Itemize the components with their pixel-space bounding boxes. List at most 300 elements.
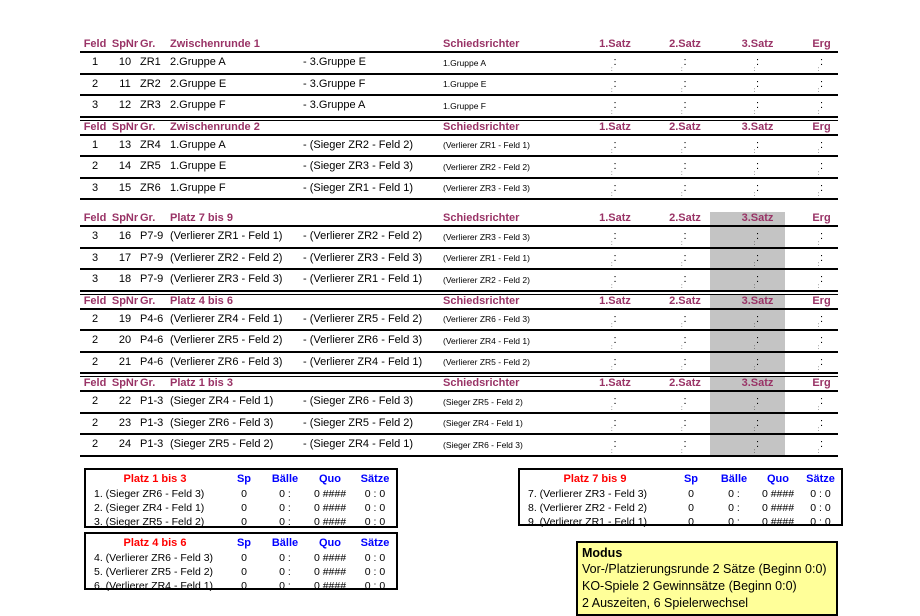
score-colon: : — [755, 312, 760, 325]
gr-value: P7-9 — [140, 251, 164, 264]
match-row — [80, 227, 838, 249]
saetze-value: 0 : 0 — [810, 516, 831, 528]
score-colon-small: : — [681, 323, 683, 329]
score-colon-small: : — [611, 66, 613, 73]
section-platz-1-bis-3 — [80, 376, 838, 457]
referee: (Sieger ZR4 - Feld 1) — [443, 418, 523, 428]
erg-cell — [785, 53, 838, 73]
gr-value: P7-9 — [140, 273, 164, 286]
score-colon-small: : — [817, 262, 820, 268]
standings-row — [86, 579, 396, 593]
rank-label: 7. (Verlierer ZR3 - Feld 3) — [528, 488, 648, 500]
satz3-cell — [710, 414, 785, 434]
away-team: - (Verlierer ZR5 - Feld 2) — [303, 312, 423, 325]
score-colon-small: : — [817, 109, 820, 116]
score-colon-small: : — [681, 66, 683, 73]
gr-value: P4-6 — [140, 355, 164, 368]
baelle-value: 0 : — [728, 502, 740, 514]
home-team: (Verlierer ZR4 - Feld 1) — [170, 312, 283, 325]
baelle-value: 0 : — [279, 566, 291, 578]
satz1-cell — [570, 270, 640, 290]
standings-row — [520, 487, 841, 501]
satz2-cell — [640, 392, 710, 412]
score-colon-small: : — [611, 262, 613, 268]
satz1-cell — [570, 227, 640, 247]
spnr-value: 24 — [118, 438, 132, 451]
baelle-value: 0 : — [728, 488, 740, 500]
score-colon-small: : — [681, 262, 683, 268]
referee: (Verlierer ZR5 - Feld 2) — [443, 357, 530, 367]
satz1-cell — [570, 75, 640, 95]
score-colon-small: : — [753, 283, 756, 290]
score-colon: : — [683, 312, 687, 325]
standings-title: Platz 7 bis 9 — [563, 473, 627, 485]
away-team: - 3.Gruppe E — [303, 56, 366, 69]
gr-value: ZR4 — [140, 138, 161, 151]
rank-label: 5. (Verlierer ZR5 - Feld 2) — [94, 566, 214, 578]
feld-value: 2 — [91, 77, 99, 90]
spnr-value: 14 — [118, 160, 132, 173]
satz1-cell — [570, 179, 640, 199]
satz1-cell — [570, 414, 640, 434]
match-row — [80, 157, 838, 179]
satz1-cell — [570, 392, 640, 412]
standings-row — [86, 551, 396, 565]
col-header-gr: Gr. — [140, 294, 156, 307]
col-header-erg: Erg — [812, 212, 831, 224]
score-colon: : — [613, 334, 617, 347]
away-team: - (Sieger ZR6 - Feld 3) — [303, 395, 414, 408]
quo-value: 0 #### — [313, 502, 347, 514]
col-header-satz3: 3.Satz — [741, 38, 774, 50]
baelle-value: 0 : — [279, 552, 291, 564]
home-team: (Verlierer ZR1 - Feld 1) — [170, 230, 283, 243]
spnr-value: 15 — [118, 181, 132, 194]
home-team: 1.Gruppe F — [170, 181, 226, 194]
feld-value: 3 — [91, 273, 99, 286]
modus-box — [576, 541, 838, 616]
score-colon: : — [613, 251, 617, 264]
satz2-cell — [640, 157, 710, 177]
score-colon-small: : — [753, 149, 756, 155]
score-colon: : — [613, 160, 617, 173]
referee: 1.Gruppe E — [443, 79, 487, 89]
col-header-baelle: Bälle — [720, 473, 748, 485]
sp-value: 0 — [688, 488, 694, 500]
gr-value: ZR6 — [140, 181, 161, 194]
col-header-satz2: 2.Satz — [669, 212, 701, 224]
col-header-satz3: 3.Satz — [710, 212, 785, 225]
score-colon-small: : — [817, 448, 820, 455]
col-header-satz1: 1.Satz — [599, 294, 631, 307]
score-colon: : — [755, 355, 760, 368]
satz1-cell — [570, 249, 640, 269]
saetze-value: 0 : 0 — [364, 580, 386, 592]
away-team: - 3.Gruppe A — [303, 99, 366, 112]
score-colon-small: : — [753, 240, 756, 247]
satz3-cell — [710, 435, 785, 455]
col-header-saetze: Sätze — [360, 537, 390, 549]
score-colon: : — [683, 181, 687, 194]
rank-label: 6. (Verlierer ZR4 - Feld 1) — [94, 580, 214, 592]
away-team: - (Sieger ZR2 - Feld 2) — [303, 138, 414, 151]
sp-value: 0 — [241, 502, 247, 514]
erg-cell — [785, 136, 838, 156]
score-colon: : — [819, 181, 824, 194]
satz2-cell — [640, 414, 710, 434]
quo-value: 0 #### — [761, 502, 795, 514]
col-header-gr: Gr. — [140, 377, 156, 389]
away-team: - (Verlierer ZR6 - Feld 3) — [303, 334, 423, 347]
standings-header-row — [520, 471, 841, 487]
score-colon-small: : — [817, 88, 820, 94]
col-header-erg: Erg — [812, 377, 831, 389]
referee: (Verlierer ZR1 - Feld 1) — [443, 253, 530, 263]
col-header-baelle: Bälle — [271, 473, 299, 485]
erg-cell — [785, 157, 838, 177]
score-colon: : — [613, 138, 617, 151]
section-title: Zwischenrunde 1 — [170, 38, 260, 50]
referee: (Verlierer ZR4 - Feld 1) — [443, 335, 530, 346]
section-header-row — [80, 38, 838, 53]
satz1-cell — [570, 310, 640, 330]
col-header-spnr: SpNr — [111, 212, 139, 224]
satz2-cell — [640, 353, 710, 373]
baelle-value: 0 : — [279, 580, 291, 592]
saetze-value: 0 : 0 — [364, 552, 386, 564]
score-colon-small: : — [681, 192, 683, 198]
quo-value: 0 #### — [761, 516, 795, 528]
satz2-cell — [640, 96, 710, 116]
spnr-value: 23 — [118, 416, 132, 429]
match-row — [80, 310, 838, 332]
spnr-value: 22 — [118, 395, 132, 408]
match-row — [80, 353, 838, 375]
score-colon: : — [819, 77, 824, 90]
section-title: Platz 7 bis 9 — [170, 212, 233, 224]
erg-cell — [785, 179, 838, 199]
score-colon: : — [755, 181, 760, 194]
standings-row — [520, 501, 841, 515]
standings-row — [520, 515, 841, 529]
score-colon-small: : — [753, 109, 756, 116]
match-row — [80, 249, 838, 271]
rank-label: 3. (Sieger ZR5 - Feld 2) — [94, 516, 205, 528]
home-team: (Verlierer ZR5 - Feld 2) — [170, 334, 283, 347]
feld-value: 1 — [91, 138, 99, 151]
score-colon-small: : — [753, 192, 756, 198]
col-header-gr: Gr. — [140, 38, 156, 50]
quo-value: 0 #### — [313, 580, 347, 592]
match-row — [80, 75, 838, 97]
score-colon-small: : — [681, 240, 683, 247]
col-header-spnr: SpNr — [111, 294, 139, 307]
score-colon: : — [755, 334, 760, 347]
satz2-cell — [640, 435, 710, 455]
col-header-quo: Quo — [319, 537, 341, 549]
gr-value: P1-3 — [140, 416, 164, 429]
spnr-value: 21 — [118, 355, 132, 368]
gr-value: ZR3 — [140, 99, 161, 112]
home-team: (Verlierer ZR6 - Feld 3) — [170, 355, 283, 368]
satz1-cell — [570, 331, 640, 351]
score-colon-small: : — [681, 448, 683, 455]
match-row — [80, 136, 838, 158]
score-colon: : — [683, 438, 687, 451]
standings-table-platz-7-9 — [518, 468, 843, 526]
col-header-quo: Quo — [319, 473, 341, 485]
quo-value: 0 #### — [313, 488, 347, 500]
score-colon-small: : — [681, 170, 683, 177]
satz1-cell — [570, 96, 640, 116]
referee: (Verlierer ZR1 - Feld 1) — [443, 140, 530, 150]
score-colon: : — [683, 138, 687, 151]
referee: (Verlierer ZR3 - Feld 3) — [443, 231, 530, 242]
score-colon-small: : — [753, 427, 756, 433]
erg-cell — [785, 270, 838, 290]
section-title: Platz 4 bis 6 — [170, 294, 233, 307]
referee: 1.Gruppe F — [443, 100, 486, 111]
col-header-spnr: SpNr — [111, 38, 139, 50]
section-title: Zwischenrunde 2 — [170, 120, 260, 133]
score-colon: : — [613, 230, 617, 243]
referee: (Verlierer ZR2 - Feld 2) — [443, 274, 530, 285]
score-colon-small: : — [611, 88, 613, 94]
feld-value: 3 — [91, 230, 99, 243]
satz3-cell — [710, 310, 785, 330]
score-colon: : — [613, 312, 617, 325]
match-row — [80, 179, 838, 201]
score-colon: : — [755, 273, 760, 286]
satz3-cell — [710, 392, 785, 412]
score-colon: : — [683, 251, 687, 264]
satz3-cell — [710, 249, 785, 269]
col-header-sp: Sp — [683, 473, 699, 485]
satz3-cell — [710, 96, 785, 116]
score-colon-small: : — [817, 323, 820, 329]
col-header-saetze: Sätze — [360, 473, 390, 485]
score-colon-small: : — [817, 366, 820, 372]
score-colon: : — [613, 355, 617, 368]
score-colon-small: : — [681, 366, 683, 372]
rank-label: 1. (Sieger ZR6 - Feld 3) — [94, 488, 205, 500]
col-header-spnr: SpNr — [111, 120, 139, 133]
score-colon: : — [755, 56, 760, 69]
home-team: (Verlierer ZR2 - Feld 2) — [170, 251, 283, 264]
match-row — [80, 53, 838, 75]
satz1-cell — [570, 157, 640, 177]
col-header-schiedsrichter: Schiedsrichter — [443, 120, 520, 133]
score-colon: : — [819, 251, 824, 264]
score-colon-small: : — [817, 283, 820, 290]
match-row — [80, 270, 838, 292]
standings-row — [86, 515, 396, 529]
score-colon-small: : — [753, 88, 756, 94]
score-colon-small: : — [611, 109, 613, 116]
col-header-feld: Feld — [83, 120, 107, 133]
score-colon-small: : — [817, 170, 820, 177]
away-team: - (Sieger ZR1 - Feld 1) — [303, 181, 414, 194]
score-colon-small: : — [611, 283, 613, 290]
satz1-cell — [570, 435, 640, 455]
score-colon: : — [755, 99, 760, 112]
score-colon: : — [683, 99, 687, 112]
score-colon: : — [819, 230, 824, 243]
rank-label: 2. (Sieger ZR4 - Feld 1) — [94, 502, 205, 514]
score-colon-small: : — [611, 323, 613, 329]
score-colon: : — [613, 416, 617, 429]
score-colon-small: : — [681, 109, 683, 116]
match-row — [80, 414, 838, 436]
score-colon-small: : — [611, 366, 613, 372]
score-colon: : — [683, 56, 687, 69]
score-colon: : — [683, 334, 687, 347]
score-colon-small: : — [753, 170, 756, 177]
section-zwischenrunde-1 — [80, 38, 838, 118]
score-colon: : — [819, 99, 824, 112]
score-colon: : — [613, 77, 617, 90]
match-row — [80, 435, 838, 457]
col-header-satz2: 2.Satz — [669, 294, 701, 307]
col-header-gr: Gr. — [140, 120, 156, 133]
col-header-sp: Sp — [236, 473, 252, 485]
col-header-schiedsrichter: Schiedsrichter — [443, 294, 520, 307]
away-team: - (Sieger ZR4 - Feld 1) — [303, 438, 414, 451]
col-header-satz2: 2.Satz — [669, 38, 701, 50]
col-header-spnr: SpNr — [111, 377, 139, 389]
gr-value: P1-3 — [140, 395, 164, 408]
score-colon: : — [755, 160, 760, 173]
referee: (Verlierer ZR2 - Feld 2) — [443, 161, 530, 172]
col-header-feld: Feld — [83, 38, 107, 50]
standings-row — [86, 501, 396, 515]
col-header-satz1: 1.Satz — [599, 120, 631, 133]
score-colon: : — [819, 438, 824, 451]
score-colon-small: : — [753, 323, 756, 329]
standings-row — [86, 487, 396, 501]
quo-value: 0 #### — [313, 566, 347, 578]
spnr-value: 16 — [118, 230, 132, 243]
quo-value: 0 #### — [313, 516, 347, 528]
section-platz-4-bis-6 — [80, 294, 838, 375]
score-colon-small: : — [817, 344, 820, 351]
score-colon-small: : — [753, 448, 756, 455]
score-colon: : — [683, 273, 687, 286]
score-colon-small: : — [753, 344, 756, 351]
referee: (Verlierer ZR6 - Feld 3) — [443, 314, 530, 324]
satz2-cell — [640, 270, 710, 290]
col-header-satz3: 3.Satz — [710, 377, 785, 390]
col-header-erg: Erg — [812, 294, 831, 307]
score-colon: : — [819, 273, 824, 286]
score-colon-small: : — [611, 149, 613, 155]
score-colon: : — [819, 56, 824, 69]
col-header-erg: Erg — [812, 38, 831, 50]
home-team: 2.Gruppe A — [170, 56, 226, 69]
home-team: 2.Gruppe E — [170, 77, 227, 90]
spnr-value: 18 — [118, 273, 132, 286]
referee: (Verlierer ZR3 - Feld 3) — [443, 183, 530, 193]
home-team: 2.Gruppe F — [170, 99, 226, 112]
away-team: - 3.Gruppe F — [303, 77, 366, 90]
sp-value: 0 — [241, 580, 247, 592]
score-colon-small: : — [753, 66, 756, 73]
gr-value: ZR5 — [140, 160, 161, 173]
feld-value: 2 — [91, 438, 99, 451]
satz3-cell — [710, 353, 785, 373]
saetze-value: 0 : 0 — [364, 516, 386, 528]
col-header-feld: Feld — [83, 294, 107, 307]
schedule-group-platzierung — [80, 212, 838, 457]
score-colon: : — [613, 99, 617, 112]
score-colon-small: : — [611, 427, 613, 433]
away-team: - (Verlierer ZR3 - Feld 3) — [303, 251, 423, 264]
spnr-value: 12 — [118, 99, 132, 112]
satz2-cell — [640, 310, 710, 330]
score-colon-small: : — [817, 192, 820, 198]
referee: (Sieger ZR5 - Feld 2) — [443, 396, 523, 407]
away-team: - (Verlierer ZR2 - Feld 2) — [303, 230, 423, 243]
baelle-value: 0 : — [279, 516, 291, 528]
satz1-cell — [570, 136, 640, 156]
erg-cell — [785, 435, 838, 455]
col-header-gr: Gr. — [140, 212, 156, 224]
away-team: - (Sieger ZR5 - Feld 2) — [303, 416, 414, 429]
sp-value: 0 — [241, 566, 247, 578]
score-colon-small: : — [817, 66, 820, 73]
score-colon: : — [683, 160, 687, 173]
score-colon: : — [613, 438, 617, 451]
standings-title: Platz 4 bis 6 — [123, 537, 187, 549]
score-colon-small: : — [817, 405, 820, 412]
home-team: (Sieger ZR4 - Feld 1) — [170, 395, 274, 408]
quo-value: 0 #### — [313, 552, 347, 564]
col-header-satz2: 2.Satz — [669, 120, 701, 133]
score-colon: : — [755, 438, 760, 451]
home-team: 1.Gruppe E — [170, 160, 227, 173]
away-team: - (Verlierer ZR4 - Feld 1) — [303, 355, 423, 368]
score-colon: : — [819, 395, 824, 408]
standings-header-row — [86, 471, 396, 487]
score-colon-small: : — [681, 427, 683, 433]
satz3-cell — [710, 227, 785, 247]
feld-value: 1 — [91, 56, 99, 69]
score-colon: : — [683, 77, 687, 90]
satz1-cell — [570, 53, 640, 73]
score-colon-small: : — [611, 344, 613, 351]
score-colon: : — [683, 355, 687, 368]
sp-value: 0 — [241, 488, 247, 500]
match-row — [80, 392, 838, 414]
score-colon-small: : — [611, 405, 613, 412]
col-header-schiedsrichter: Schiedsrichter — [443, 377, 520, 389]
erg-cell — [785, 392, 838, 412]
sp-value: 0 — [688, 516, 694, 528]
score-colon-small: : — [611, 192, 613, 198]
col-header-satz3: 3.Satz — [741, 120, 774, 133]
feld-value: 2 — [91, 160, 99, 173]
feld-value: 3 — [91, 181, 99, 194]
spnr-value: 10 — [118, 56, 132, 69]
score-colon: : — [819, 312, 824, 325]
saetze-value: 0 : 0 — [364, 502, 386, 514]
score-colon: : — [613, 56, 617, 69]
score-colon-small: : — [681, 88, 683, 94]
score-colon: : — [819, 334, 824, 347]
home-team: (Verlierer ZR3 - Feld 3) — [170, 273, 283, 286]
standings-header-row — [86, 535, 396, 551]
erg-cell — [785, 96, 838, 116]
